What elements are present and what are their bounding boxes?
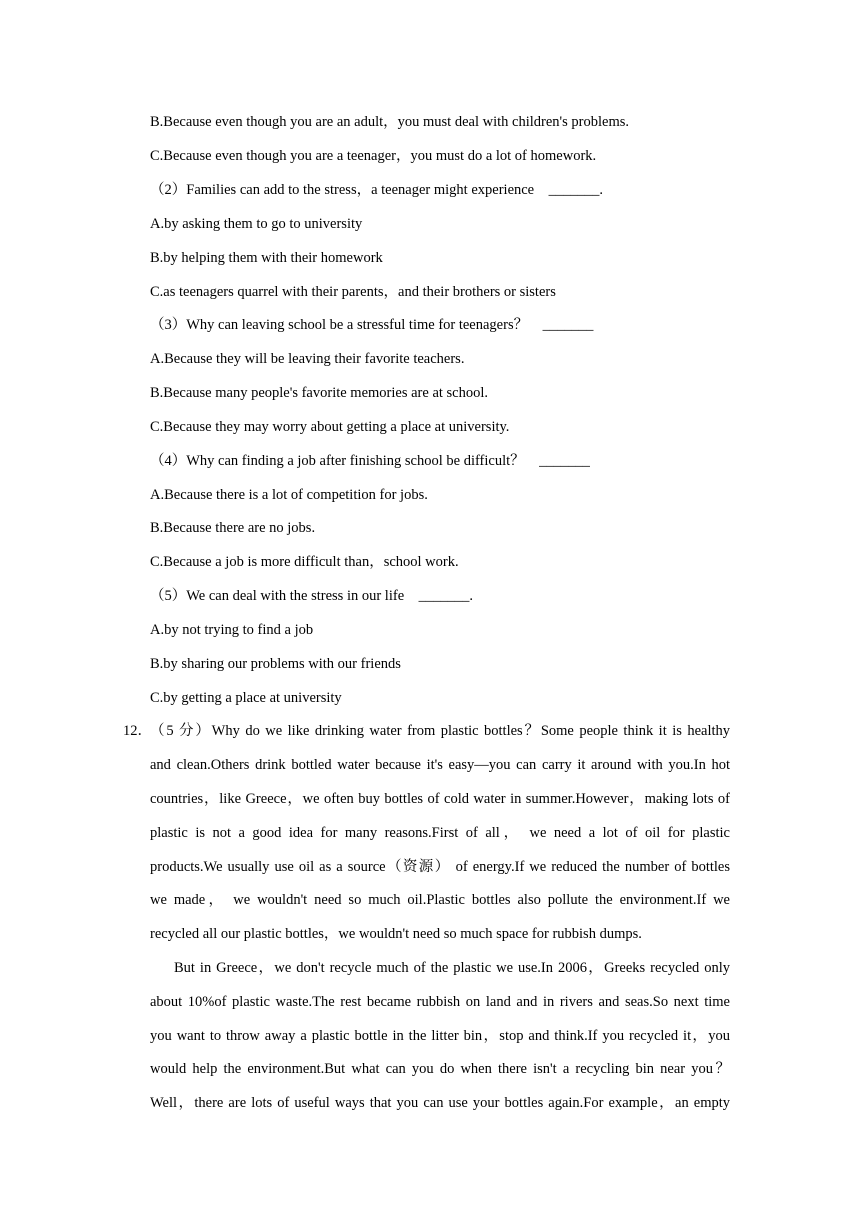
q12-line-1: （5 分）Why do we like drinking water from plastic bottles？Some people think it is healthy (150, 723, 730, 739)
q12-line-5: products.We usually use oil as a source（资源） of energy.If we reduced the number of bottles (150, 859, 730, 875)
q11-1-option-b: B.Because even though you are an adult，you must deal with children's problems. (150, 114, 629, 130)
q12-line-7: recycled all our plastic bottles，we wouldn't need so much space for rubbish dumps. (150, 926, 642, 942)
q11-2-option-a: A.by asking them to go to university (150, 216, 363, 232)
q11-3-option-a: A.Because they will be leaving their favorite teachers. (150, 351, 465, 367)
q12-line-4: plastic is not a good idea for many reasons.First of all， we need a lot of oil for plastic (150, 825, 730, 841)
q12-para2-line-1: But in Greece，we don't recycle much of the plastic we use.In 2006，Greeks recycled only (174, 960, 730, 976)
q11-3-stem: （3）Why can leaving school be a stressful time for teenagers？ _______ (150, 317, 594, 333)
q11-4-option-a: A.Because there is a lot of competition for jobs. (150, 487, 428, 503)
q12-para2-line-3: you want to throw away a plastic bottle in the litter bin，stop and think.If you recycled it，you (150, 1028, 730, 1044)
q11-5-option-a: A.by not trying to find a job (150, 622, 314, 638)
q12-para2-line-5: Well，there are lots of useful ways that you can use your bottles again.For example，an empty (150, 1095, 730, 1111)
q12-para2-line-4: would help the environment.But what can you do when there isn't a recycling bin near you？ (150, 1061, 730, 1077)
q11-5-option-b: B.by sharing our problems with our friends (150, 656, 401, 672)
q11-4-option-b: B.Because there are no jobs. (150, 520, 316, 536)
q11-4-stem: （4）Why can finding a job after finishing school be difficult？ _______ (150, 453, 590, 469)
q11-5-stem: （5）We can deal with the stress in our life _______. (150, 588, 473, 604)
q11-3-option-c: C.Because they may worry about getting a place at university. (150, 419, 510, 435)
q12-line-6: we made， we wouldn't need so much oil.Plastic bottles also pollute the environment.If we (150, 892, 730, 908)
q12-number: 12． (123, 723, 152, 739)
q11-2-option-c: C.as teenagers quarrel with their parents，and their brothers or sisters (150, 284, 556, 300)
q11-3-option-b: B.Because many people's favorite memories are at school. (150, 385, 489, 401)
q11-4-option-c: C.Because a job is more difficult than，school work. (150, 554, 459, 570)
q12-para2-line-2: about 10%of plastic waste.The rest became rubbish on land and in rivers and seas.So next time (150, 994, 730, 1010)
q11-5-option-c: C.by getting a place at university (150, 690, 342, 706)
q11-2-stem: （2）Families can add to the stress，a teenager might experience _______. (150, 182, 603, 198)
q11-2-option-b: B.by helping them with their homework (150, 250, 383, 266)
q11-1-option-c: C.Because even though you are a teenager，you must do a lot of homework. (150, 148, 597, 164)
q12-line-3: countries，like Greece，we often buy bottles of cold water in summer.However，making lots of (150, 791, 730, 807)
q12-line-2: and clean.Others drink bottled water because it's easy—you can carry it around with you.In hot (150, 757, 730, 773)
